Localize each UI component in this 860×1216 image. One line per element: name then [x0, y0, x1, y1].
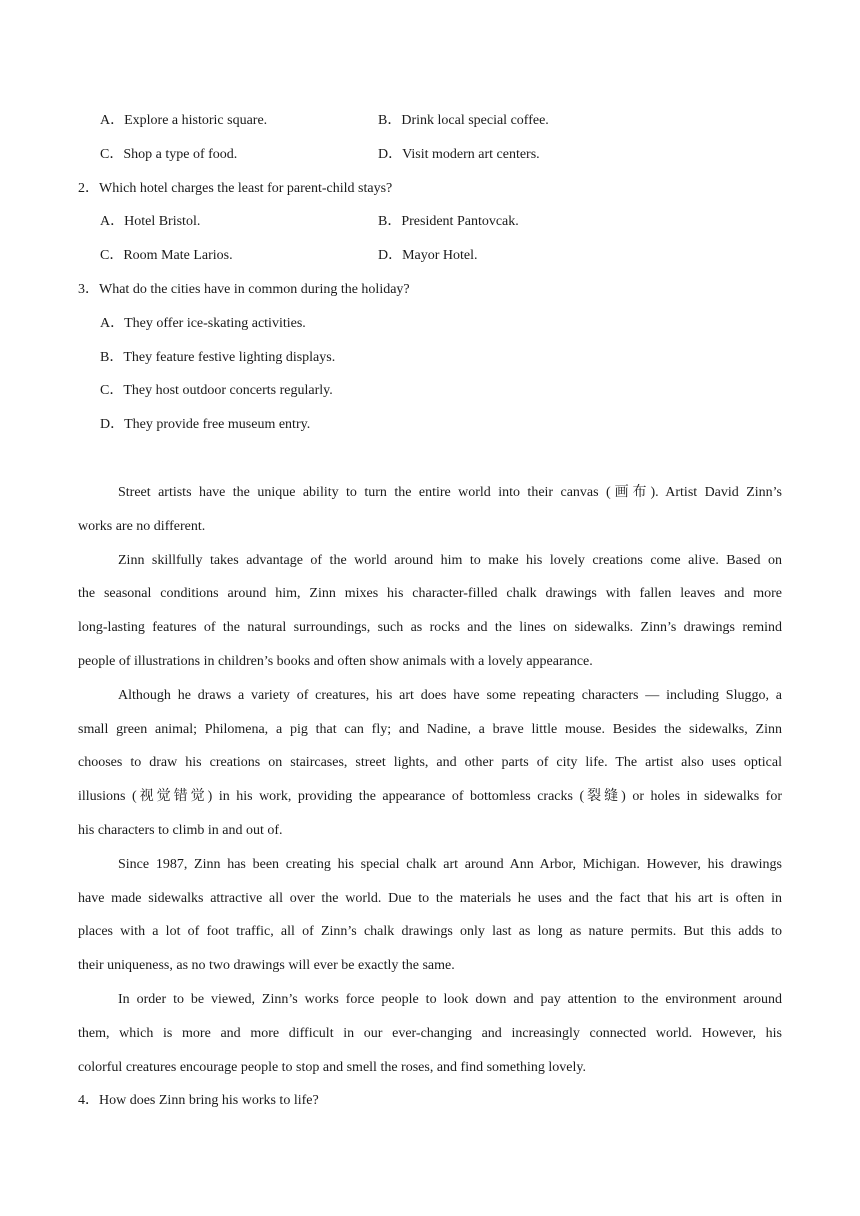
passage-p2-line-2: the seasonal conditions around him, Zinn mixes his character-filled chalk drawings with fallen leaves and more: [78, 586, 782, 601]
passage-p5-line-3: colorful creatures encourage people to stop and smell the roses, and find something lovely.: [78, 1060, 586, 1075]
q3-option-c: C．They host outdoor concerts regularly.: [100, 383, 333, 398]
passage-p4-line-3: places with a lot of foot traffic, all of Zinn’s chalk drawings only last as long as nature permits. But this adds to: [78, 924, 782, 939]
passage-p5-line-2: them, which is more and more difficult in our ever-changing and increasingly connected world. However, his: [78, 1026, 782, 1041]
passage-p4-line-2: have made sidewalks attractive all over the world. Due to the materials he uses and the fact that his art is often in: [78, 891, 782, 906]
passage-p3-line-3: chooses to draw his creations on staircases, street lights, and other parts of city life. The artist also uses optical: [78, 755, 782, 770]
passage-p1-line-2: works are no different.: [78, 519, 206, 534]
passage-p1-line-1: Street artists have the unique ability to turn the entire world into their canvas (画布). Artist David Zinn’s: [118, 485, 782, 500]
passage-p2-line-1: Zinn skillfully takes advantage of the world around him to make his lovely creations come alive. Based on: [118, 553, 782, 568]
passage-p4-line-4: their uniqueness, as no two drawings will ever be exactly the same.: [78, 958, 455, 973]
q1-option-c: C．Shop a type of food.: [100, 147, 238, 162]
q3-option-a: A．They offer ice-skating activities.: [100, 316, 306, 331]
passage-p2-line-3: long-lasting features of the natural surroundings, such as rocks and the lines on sidewalks. Zinn’s drawings remind: [78, 620, 782, 635]
passage-p3-line-5: his characters to climb in and out of.: [78, 823, 283, 838]
q2-option-a: A．Hotel Bristol.: [100, 214, 201, 229]
q1-option-b: B．Drink local special coffee.: [378, 113, 549, 128]
passage-p2-line-4: people of illustrations in children’s books and often show animals with a lovely appearance.: [78, 654, 593, 669]
passage-p5-line-1: In order to be viewed, Zinn’s works force people to look down and pay attention to the environment around: [118, 992, 782, 1007]
q4-stem: 4．How does Zinn bring his works to life?: [78, 1093, 319, 1108]
q2-option-c: C．Room Mate Larios.: [100, 248, 233, 263]
q1-option-d: D．Visit modern art centers.: [378, 147, 540, 162]
q3-option-d: D．They provide free museum entry.: [100, 417, 311, 432]
q2-stem: 2．Which hotel charges the least for parent-child stays?: [78, 181, 393, 196]
passage-p3-line-4: illusions (视觉错觉) in his work, providing the appearance of bottomless cracks (裂缝) or holes in sidewalks for: [78, 789, 782, 804]
q3-option-b: B．They feature festive lighting displays.: [100, 350, 336, 365]
passage-p3-line-1: Although he draws a variety of creatures, his art does have some repeating characters — including Sluggo, a: [118, 688, 782, 703]
passage-p3-line-2: small green animal; Philomena, a pig that can fly; and Nadine, a brave little mouse. Besides the sidewalks, Zinn: [78, 722, 782, 737]
q2-option-d: D．Mayor Hotel.: [378, 248, 478, 263]
q2-option-b: B．President Pantovcak.: [378, 214, 519, 229]
q3-stem: 3．What do the cities have in common during the holiday?: [78, 282, 410, 297]
q1-option-a: A．Explore a historic square.: [100, 113, 268, 128]
passage-p4-line-1: Since 1987, Zinn has been creating his special chalk art around Ann Arbor, Michigan. However, his drawings: [118, 857, 782, 872]
